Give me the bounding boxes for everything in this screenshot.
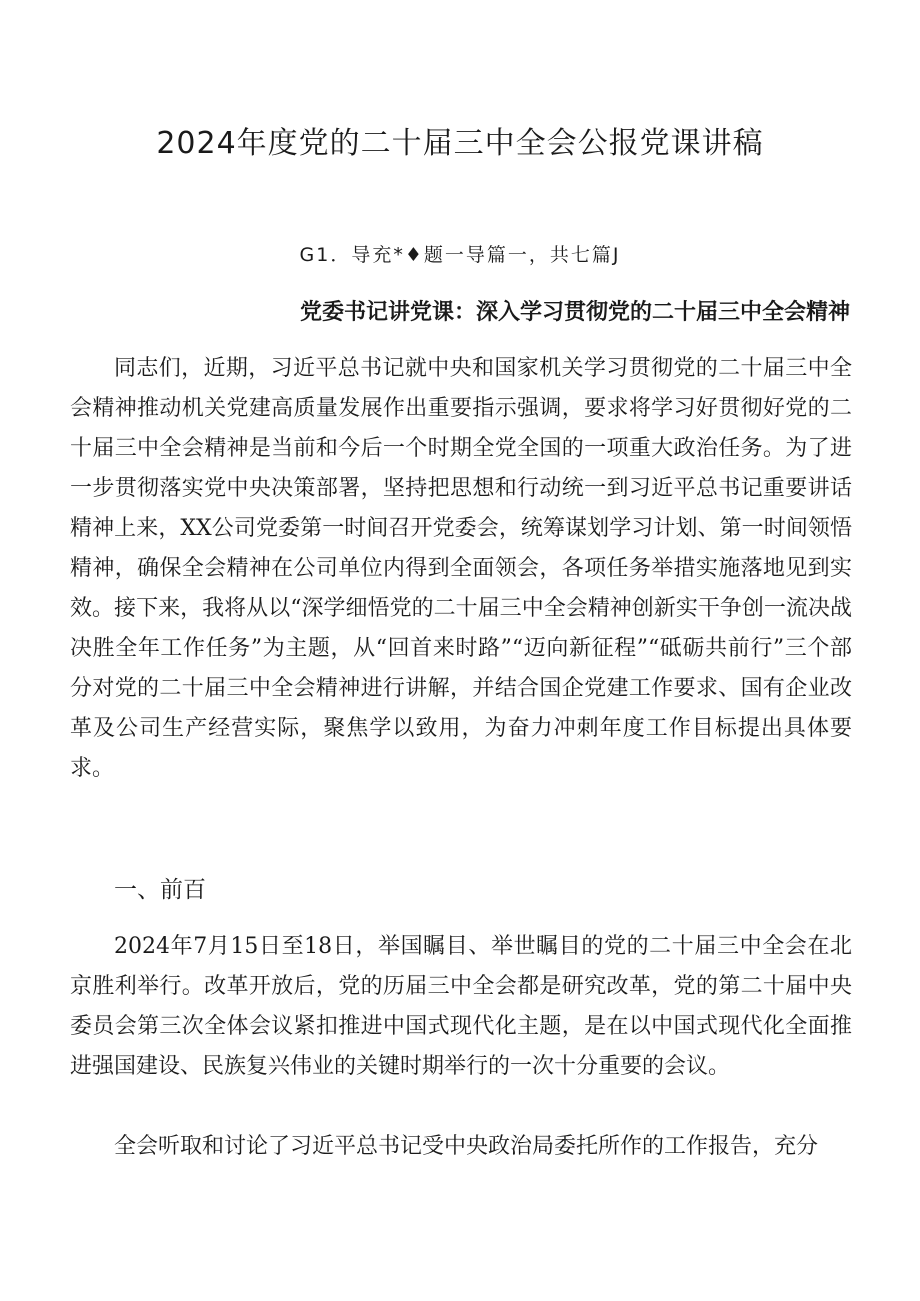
document-subtitle: G1．导充*♦题一导篇一，共七篇J xyxy=(299,244,621,266)
paragraph-report: 全会听取和讨论了习近平总书记受中央政治局委托所作的工作报告，充分 xyxy=(114,1134,819,1159)
lecture-heading: 党委书记讲党课：深入学习贯彻党的二十届三中全会精神 xyxy=(299,300,850,325)
paragraph-intro: 同志们，近期，习近平总书记就中央和国家机关学习贯彻党的二十届三中全会精神推动机关党建高质量发展作出重要指示强调，要求将学习好贯彻好党的二十届三中全会精神是当前和今后一个时期全党全国的一项重大政治任务。为了进一步贯彻落实党中央决策部署，坚持把思想和行动统一到习近平总书记重要讲话精神上来，XX公司党委第一时间召开党委会，统筹谋划学习计划、第一时间领悟精神，确保全会精神在公司单位内得到全面领会，各项任务举措实施落地见到实效。接下来，我将从以“深学细悟党的二十届三中全会精神创新实干争创一流决战决胜全年工作任务”为主题，从“回首来时路”“迈向新征程”“砥砺共前行”三个部分对党的二十届三中全会精神进行讲解，并结合国企党建工作要求、国有企业改革及公司生产经营实际，聚焦学以致用，为奋力冲刺年度工作目标提出具体要求。 xyxy=(70,356,852,781)
document-title: 2024年度党的二十届三中全会公报党课讲稿 xyxy=(156,126,764,161)
paragraph-plenum: 2024年7月15日至18日，举国瞩目、举世瞩目的党的二十届三中全会在北京胜利举行。改革开放后，党的历届三中全会都是研究改革，党的第二十届中央委员会第三次全体会议紧扣推进中国式现代化主题，是在以中国式现代化全面推进强国建设、民族复兴伟业的关键时期举行的一次十分重要的会议。 xyxy=(70,934,852,1079)
section-title: 一、前百 xyxy=(114,877,206,903)
